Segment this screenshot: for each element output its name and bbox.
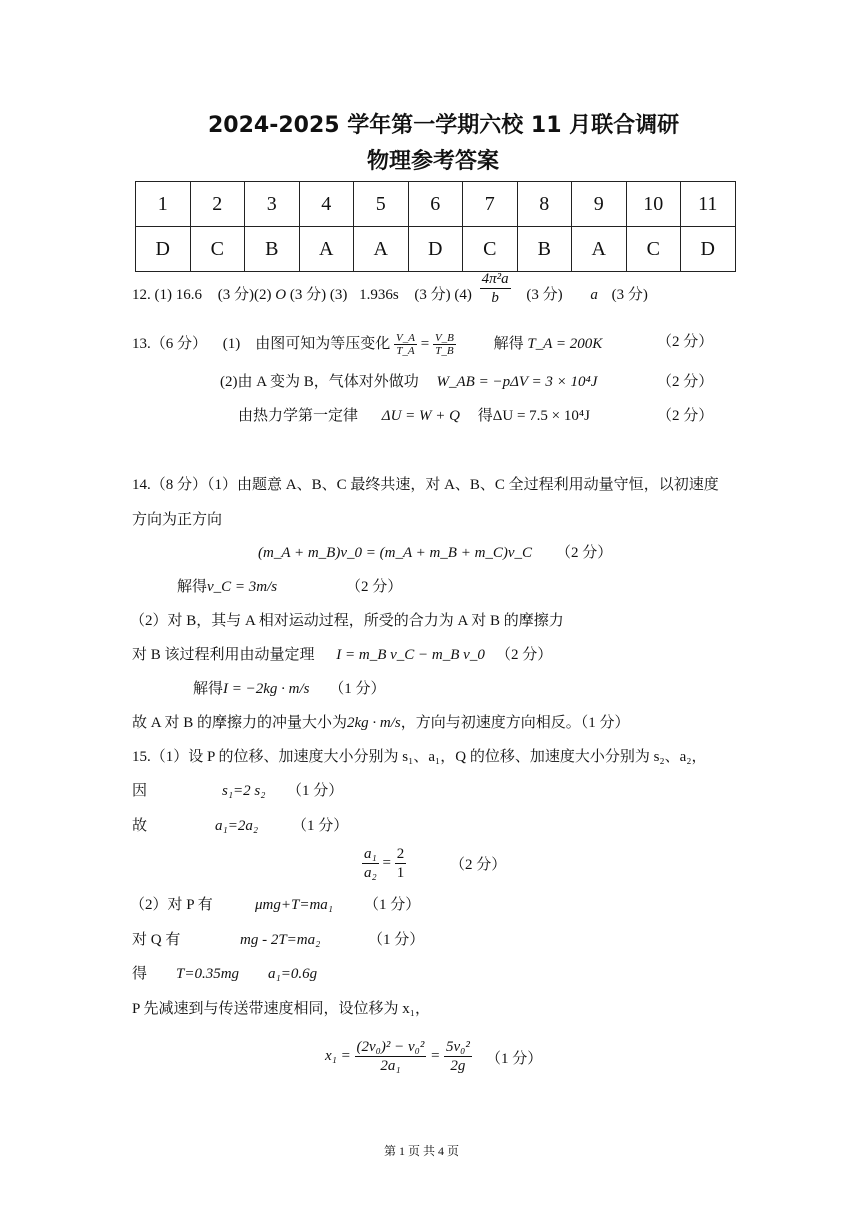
q13-line-3 bbox=[238, 406, 590, 426]
q14-score: （1 分） bbox=[329, 681, 386, 697]
q14-line-1: 14.（8 分）（1）由题意 A、B、C 最终共速，对 A、B、C 全过程利用动量守恒，以初速度 bbox=[132, 477, 719, 493]
answer-number: 2 bbox=[190, 182, 245, 227]
q14-text: ，方向与初速度方向相反。（1 分） bbox=[400, 715, 630, 731]
answer-table-number-row bbox=[136, 182, 736, 227]
q13-fraction-va-ta bbox=[394, 332, 417, 357]
q15-score: （1 分） bbox=[486, 1051, 543, 1067]
answer-letter: A bbox=[572, 227, 627, 272]
answer-table bbox=[135, 181, 736, 272]
answer-number: 8 bbox=[517, 182, 572, 227]
q14-result: v_C = 3m/s bbox=[207, 579, 278, 595]
q13-text: 由热力学第一定律 bbox=[238, 408, 359, 424]
answer-letter: B bbox=[517, 227, 572, 272]
answer-number: 4 bbox=[299, 182, 354, 227]
q13-text: (1) 由图可知为等压变化 bbox=[222, 335, 391, 352]
q13-line-1 bbox=[132, 332, 602, 357]
q14-score: （2 分） bbox=[556, 545, 613, 561]
q14-text: 对 B 该过程利用由动量定理 bbox=[132, 647, 315, 663]
fraction-numerator: V_A bbox=[396, 332, 415, 344]
answer-number: 11 bbox=[681, 182, 736, 227]
q14-line-5: （2）对 B，其与 A 相对运动过程，所受的合力为 A 对 B 的摩擦力 bbox=[130, 613, 564, 629]
q12-a: a bbox=[590, 286, 598, 303]
q13-text: (2)由 A 变为 B，气体对外做功 bbox=[220, 374, 419, 390]
q15-equation: mg - 2T=ma₂ bbox=[240, 932, 321, 948]
answer-number: 10 bbox=[626, 182, 681, 227]
q13-result: T_A = 200K bbox=[527, 335, 603, 352]
answer-letter: D bbox=[408, 227, 463, 272]
fraction-numerator: a₁ bbox=[364, 846, 377, 862]
answer-letter: D bbox=[681, 227, 736, 272]
fraction-denominator: T_B bbox=[435, 345, 454, 357]
q12-part1: 12. (1) 16.6 bbox=[132, 286, 202, 303]
answer-letter: A bbox=[299, 227, 354, 272]
q14-equation: I = m_B v_C − m_B v_0 bbox=[336, 647, 485, 663]
q14-line-7 bbox=[193, 679, 386, 699]
equals-sign: = bbox=[382, 854, 391, 871]
q15-label: 因 bbox=[132, 783, 148, 799]
q15-x1-equation bbox=[325, 1038, 472, 1075]
q14-line-4 bbox=[177, 577, 277, 597]
equals-sign: = bbox=[420, 335, 430, 352]
fraction-numerator: (2v₀)² − v₀² bbox=[356, 1039, 425, 1055]
answer-number: 9 bbox=[572, 182, 627, 227]
answer-number: 5 bbox=[354, 182, 409, 227]
q15-score: （1 分） bbox=[292, 818, 349, 834]
q15-line-8: P 先减速到与传送带速度相同，设位移为 x₁， bbox=[132, 1001, 431, 1017]
q15-label: （2）对 P 有 bbox=[130, 897, 213, 913]
q13-equation: W_AB = −pΔV = 3 × 10⁴J bbox=[436, 374, 598, 390]
answer-letter: C bbox=[463, 227, 518, 272]
q12-o: O bbox=[275, 286, 287, 303]
page-subtitle: 物理参考答案 bbox=[367, 149, 500, 174]
q15-x1-fraction-2 bbox=[444, 1038, 472, 1075]
fraction-denominator: 2a₁ bbox=[380, 1058, 401, 1074]
answer-number: 7 bbox=[463, 182, 518, 227]
answer-letter: D bbox=[136, 227, 191, 272]
q15-score: （1 分） bbox=[364, 897, 421, 913]
q14-score: （2 分） bbox=[346, 579, 403, 595]
q12-score: (3 分) bbox=[526, 286, 563, 303]
q12-score: (3 分) (4) bbox=[414, 286, 472, 303]
q13-result: 得ΔU = 7.5 × 10⁴J bbox=[477, 408, 590, 424]
q13-text: 解得 bbox=[493, 335, 524, 352]
answer-number: 1 bbox=[136, 182, 191, 227]
q13-equation: ΔU = W + Q bbox=[381, 408, 460, 424]
q15-ratio-right bbox=[395, 845, 407, 882]
q12-score: (3 分) bbox=[611, 286, 648, 303]
q15-ratio-line bbox=[362, 845, 406, 882]
fraction-denominator: T_A bbox=[396, 345, 415, 357]
q15-label: 对 Q 有 bbox=[132, 932, 181, 948]
q14-text: 解得 bbox=[177, 579, 208, 595]
q15-result: a₁=0.6g bbox=[268, 966, 318, 982]
answer-letter: C bbox=[626, 227, 681, 272]
answer-letter: A bbox=[354, 227, 409, 272]
page-title: 2024-2025 学年第一学期六校 11 月联合调研 bbox=[208, 113, 680, 138]
q13-score: （2 分） bbox=[657, 408, 714, 424]
q12-score: (3 分)(2) bbox=[217, 286, 272, 303]
answer-table-letter-row bbox=[136, 227, 736, 272]
q15-score: （2 分） bbox=[450, 857, 507, 873]
q13-score: （2 分） bbox=[657, 374, 714, 390]
q15-ratio-left bbox=[362, 845, 379, 882]
page-footer: 第 1 页 共 4 页 bbox=[384, 1144, 460, 1158]
fraction-numerator: V_B bbox=[434, 332, 454, 344]
q12-fraction-denominator: b bbox=[491, 290, 499, 306]
equals-sign: = bbox=[430, 1047, 441, 1064]
fraction-denominator: 1 bbox=[396, 865, 405, 881]
q15-equation: μmg+T=ma₁ bbox=[255, 897, 333, 913]
q15-x1-fraction-1 bbox=[355, 1038, 427, 1075]
q12-time: 1.936s bbox=[359, 286, 399, 303]
q14-value: 2kg · m/s bbox=[347, 715, 401, 731]
q14-result: I = −2kg · m/s bbox=[223, 681, 310, 697]
q15-label: 得 bbox=[132, 966, 148, 982]
q12-line bbox=[132, 271, 648, 307]
q15-equation: a₁=2a₂ bbox=[215, 818, 259, 834]
q14-line-2: 方向为正方向 bbox=[132, 512, 223, 528]
q14-line-6 bbox=[132, 645, 485, 665]
q12-score: (3 分) (3) bbox=[289, 286, 348, 303]
fraction-denominator: 2g bbox=[450, 1058, 466, 1074]
fraction-denominator: a₂ bbox=[364, 865, 377, 881]
q13-score: （2 分） bbox=[657, 334, 714, 350]
q12-fraction bbox=[480, 270, 511, 307]
answer-number: 3 bbox=[245, 182, 300, 227]
q15-x1-label: x₁ = bbox=[325, 1047, 351, 1064]
q14-line-8 bbox=[132, 713, 630, 733]
q12-fraction-numerator: 4π²a bbox=[481, 271, 509, 287]
q15-score: （1 分） bbox=[368, 932, 425, 948]
answer-letter: B bbox=[245, 227, 300, 272]
q15-score: （1 分） bbox=[287, 783, 344, 799]
q13-fraction-vb-tb bbox=[433, 332, 456, 357]
q14-text: 故 A 对 B 的摩擦力的冲量大小为 bbox=[132, 715, 348, 731]
answer-letter: C bbox=[190, 227, 245, 272]
q14-score: （2 分） bbox=[496, 647, 553, 663]
q13-line-2 bbox=[220, 372, 597, 392]
fraction-numerator: 5v₀² bbox=[445, 1039, 470, 1055]
q13-label: 13.（6 分） bbox=[132, 335, 208, 352]
q14-text: 解得 bbox=[193, 681, 224, 697]
fraction-numerator: 2 bbox=[396, 846, 405, 862]
q15-line-1: 15.（1）设 P 的位移、加速度大小分别为 s₁、a₁，Q 的位移、加速度大小分别为 s₂、a₂， bbox=[132, 749, 707, 765]
q15-equation: s₁=2 s₂ bbox=[222, 783, 266, 799]
answer-number: 6 bbox=[408, 182, 463, 227]
q15-result: T=0.35mg bbox=[176, 966, 240, 982]
q15-label: 故 bbox=[132, 818, 148, 834]
q14-equation: (m_A + m_B)v_0 = (m_A + m_B + m_C)v_C bbox=[258, 545, 533, 561]
